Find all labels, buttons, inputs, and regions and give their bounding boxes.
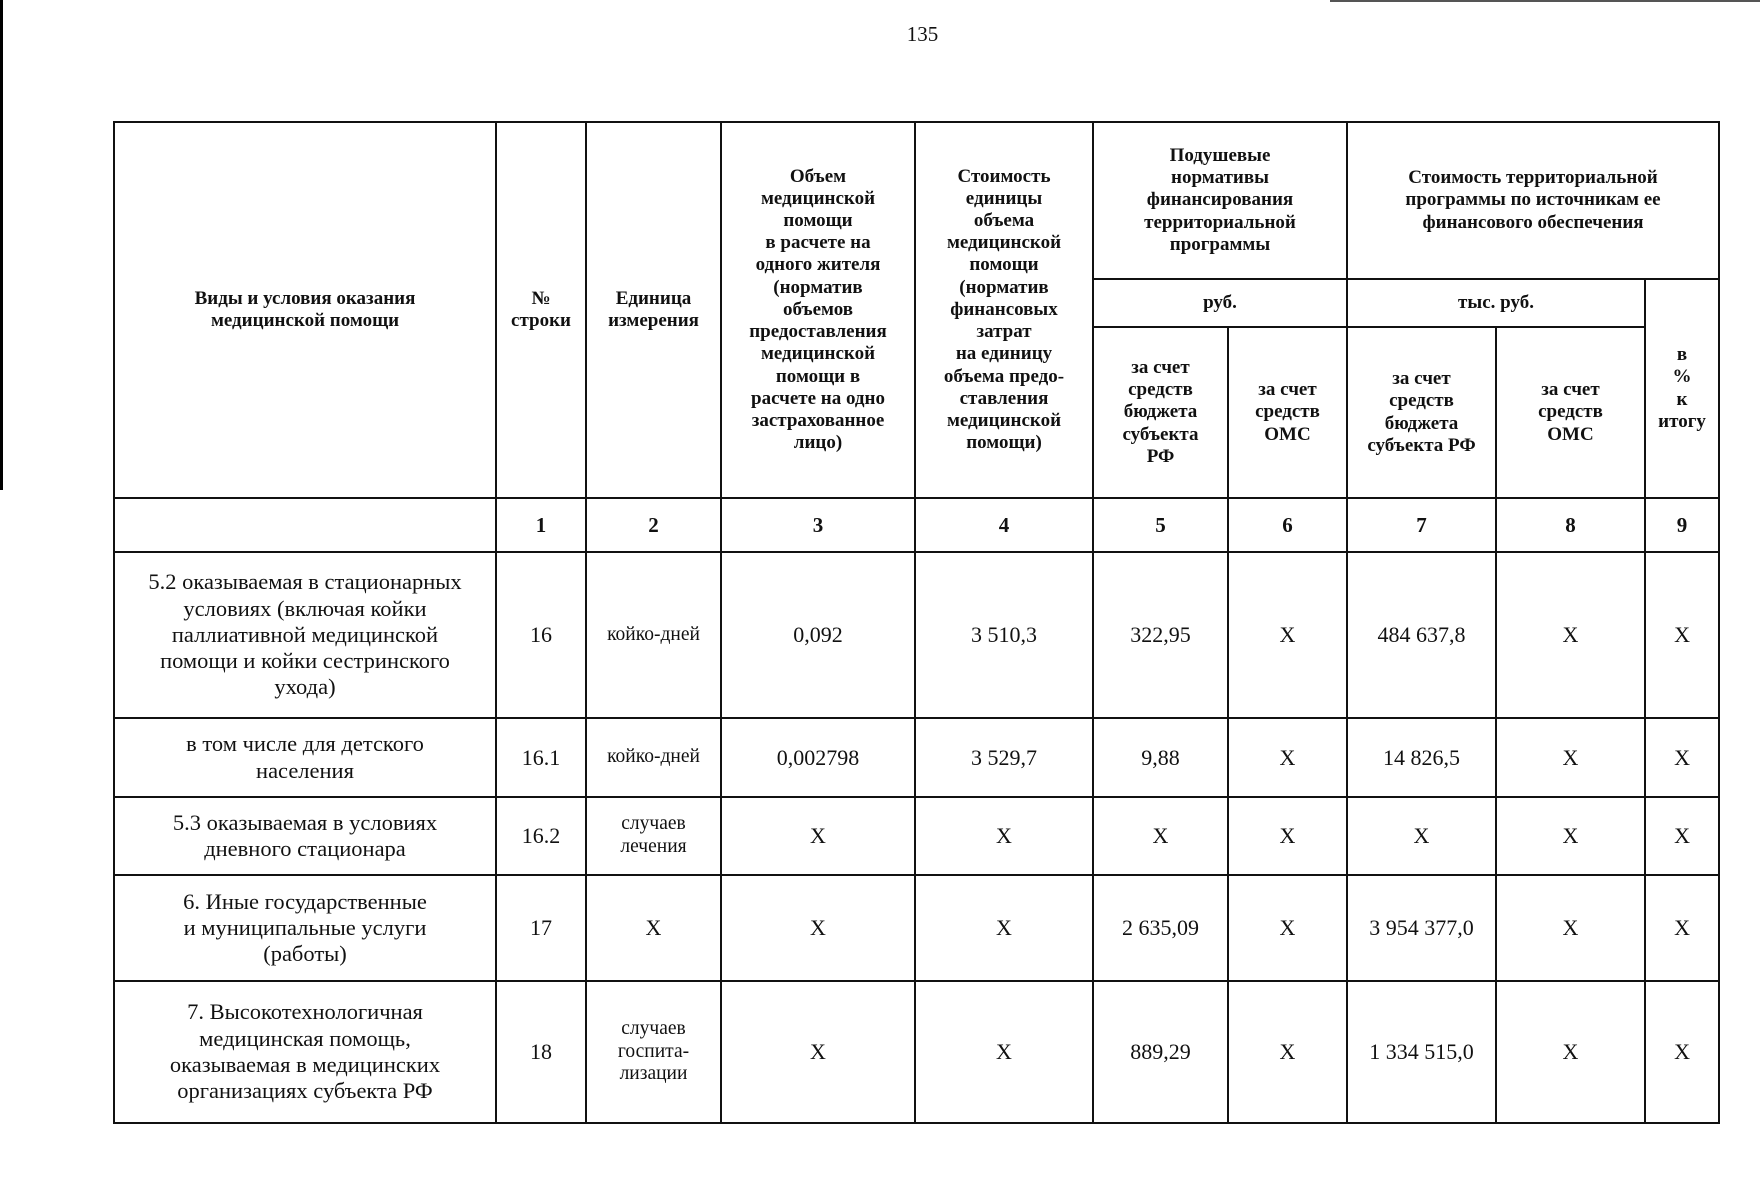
- header-text-line: помощи в: [775, 365, 861, 387]
- header-text-line: субъекта РФ: [1367, 434, 1476, 456]
- header-text-line: в: [1676, 344, 1688, 366]
- header-text-line: затрат: [976, 321, 1032, 343]
- header-text-line: (норматив: [959, 276, 1049, 298]
- row-label-line: дневного стационара: [204, 836, 406, 861]
- percent-cell: Х: [1645, 552, 1719, 718]
- header-text-line: на единицу: [955, 343, 1053, 365]
- header-types-of-care: [114, 122, 496, 498]
- header-text-line: одного жителя: [755, 254, 881, 276]
- column-number-cell: 8: [1496, 498, 1645, 552]
- row-label-line: медицинская помощь,: [199, 1025, 411, 1051]
- unit-line: лечения: [620, 836, 687, 857]
- financing-table: [113, 121, 1720, 1124]
- row-label: [114, 797, 496, 875]
- column-number-cell: 6: [1228, 498, 1347, 552]
- total-budget-cell: 14 826,5: [1347, 718, 1496, 797]
- row-label-line: и муниципальные услуги: [183, 914, 427, 940]
- cost-cell: 3 510,3: [915, 552, 1093, 718]
- row-number-cell: 16.2: [496, 797, 586, 875]
- header-text-line: в расчете на: [765, 232, 871, 254]
- header-program-cost-group: [1347, 122, 1719, 279]
- cost-cell: 3 529,7: [915, 718, 1093, 797]
- total-oms-cell: Х: [1496, 875, 1645, 981]
- header-text-line: за счет: [1131, 356, 1190, 378]
- volume-cell: 0,092: [721, 552, 915, 718]
- header-text-line: РФ: [1146, 445, 1175, 467]
- header-text-line: Виды и условия оказания: [194, 287, 416, 309]
- row-label-line: 5.2 оказываемая в стационарных: [148, 569, 462, 595]
- unit-cell: [586, 797, 721, 875]
- row-label-line: условиях (включая койки: [183, 595, 427, 621]
- header-text-line: ОМС: [1264, 423, 1311, 445]
- percent-cell: Х: [1645, 875, 1719, 981]
- header-text-line: ставления: [959, 387, 1049, 409]
- header-text-line: объема предо-: [943, 365, 1065, 387]
- row-label-line: оказываемая в медицинских: [169, 1052, 441, 1077]
- header-text-line: помощи: [783, 210, 853, 232]
- per-capita-oms-cell: Х: [1228, 552, 1347, 718]
- header-total-oms: [1496, 327, 1645, 498]
- volume-cell: Х: [721, 797, 915, 875]
- header-text-line: медицинской: [946, 232, 1062, 254]
- header-text-line: средств: [1128, 379, 1193, 401]
- total-oms-cell: Х: [1496, 797, 1645, 875]
- table-row: [114, 981, 1719, 1123]
- scan-top-mark: [1330, 0, 1760, 2]
- row-number-cell: 16.1: [496, 718, 586, 797]
- volume-cell: Х: [721, 981, 915, 1123]
- cost-cell: Х: [915, 875, 1093, 981]
- column-number-cell: 2: [586, 498, 721, 552]
- header-per-capita-oms: [1228, 327, 1347, 498]
- column-number-cell: 1: [496, 498, 586, 552]
- header-text-line: медицинской: [760, 187, 876, 209]
- header-text-line: медицинской: [760, 343, 876, 365]
- header-unit: [586, 122, 721, 498]
- header-text-line: субъекта: [1122, 423, 1199, 445]
- per-capita-oms-cell: Х: [1228, 875, 1347, 981]
- total-budget-cell: 484 637,8: [1347, 552, 1496, 718]
- header-text-line: итогу: [1658, 410, 1706, 432]
- column-number-cell: 3: [721, 498, 915, 552]
- header-text-line: предоставления: [749, 321, 887, 343]
- header-text-line: бюджета: [1384, 412, 1459, 434]
- table-row: [114, 797, 1719, 875]
- unit-cell: [586, 552, 721, 718]
- header-percent: [1645, 279, 1719, 498]
- total-oms-cell: Х: [1496, 552, 1645, 718]
- row-label: [114, 552, 496, 718]
- percent-cell: Х: [1645, 797, 1719, 875]
- per-capita-budget-cell: 889,29: [1093, 981, 1228, 1123]
- header-text-line: %: [1672, 366, 1692, 388]
- header-text-line: Стоимость территориальной: [1408, 167, 1658, 189]
- header-text-line: №: [531, 287, 551, 309]
- header-text-line: средств: [1538, 401, 1603, 423]
- per-capita-budget-cell: 9,88: [1093, 718, 1228, 797]
- header-text-line: нормативы: [1171, 167, 1269, 189]
- header-text-line: финансирования: [1146, 189, 1294, 211]
- total-budget-cell: 1 334 515,0: [1347, 981, 1496, 1123]
- page-number: 135: [906, 22, 939, 46]
- scan-edge-mark: [0, 0, 3, 490]
- header-text-line: (норматив: [773, 276, 863, 298]
- header-text-line: помощи): [966, 432, 1042, 454]
- header-text-line: территориальной: [1144, 211, 1296, 233]
- volume-cell: Х: [721, 875, 915, 981]
- header-text-line: финансовых: [950, 298, 1058, 320]
- header-per-capita-budget: [1093, 327, 1228, 498]
- row-label-line: населения: [256, 757, 354, 783]
- unit-cell: [586, 718, 721, 797]
- per-capita-budget-cell: 322,95: [1093, 552, 1228, 718]
- row-label-line: (работы): [263, 941, 347, 967]
- header-text-line: за счет: [1392, 368, 1451, 390]
- header-text-line: единицы: [965, 187, 1043, 209]
- row-label: [114, 718, 496, 797]
- row-label: [114, 981, 496, 1123]
- header-text-line: строки: [511, 310, 571, 331]
- column-number-cell: [114, 498, 496, 552]
- header-unit-cost: [915, 122, 1093, 498]
- unit-line: случаев: [621, 1017, 686, 1039]
- header-text-line: финансового обеспечения: [1422, 211, 1644, 233]
- unit-line: койко-дней: [607, 623, 700, 645]
- header-text-line: объемов: [782, 298, 854, 320]
- header-text-line: программы: [1169, 233, 1271, 255]
- row-label-line: паллиативной медицинской: [171, 621, 439, 647]
- header-total-budget: [1347, 327, 1496, 498]
- table-row: [114, 552, 1719, 718]
- header-text-line: Стоимость: [957, 165, 1051, 187]
- row-label-line: 7. Высокотехнологичная: [187, 999, 423, 1025]
- header-text-line: бюджета: [1123, 401, 1198, 423]
- per-capita-budget-cell: Х: [1093, 797, 1228, 875]
- column-number-cell: 4: [915, 498, 1093, 552]
- per-capita-budget-cell: 2 635,09: [1093, 875, 1228, 981]
- per-capita-oms-cell: Х: [1228, 797, 1347, 875]
- header-text-line: медицинской: [946, 409, 1062, 431]
- volume-cell: 0,002798: [721, 718, 915, 797]
- unit-line: лизации: [619, 1063, 688, 1085]
- column-number-row: [114, 498, 1719, 552]
- header-text-line: помощи: [969, 254, 1039, 276]
- header-text-line: программы по источникам ее: [1405, 189, 1661, 211]
- total-oms-cell: Х: [1496, 718, 1645, 797]
- header-unit-rub: руб.: [1093, 279, 1347, 327]
- table-row: [114, 718, 1719, 797]
- table-row: [114, 875, 1719, 981]
- header-volume: [721, 122, 915, 498]
- row-number-cell: 16: [496, 552, 586, 718]
- row-label: [114, 875, 496, 981]
- header-text-line: медицинской помощи: [210, 310, 400, 331]
- column-number-cell: 9: [1645, 498, 1719, 552]
- header-text-line: Объем: [789, 165, 847, 187]
- header-text-line: ОМС: [1547, 423, 1594, 445]
- header-row-number: [496, 122, 586, 498]
- unit-cell: [586, 981, 721, 1123]
- header-text-line: Подушевые: [1169, 144, 1271, 166]
- total-budget-cell: 3 954 377,0: [1347, 875, 1496, 981]
- column-number-cell: 5: [1093, 498, 1228, 552]
- cost-cell: Х: [915, 981, 1093, 1123]
- total-budget-cell: Х: [1347, 797, 1496, 875]
- header-text-line: средств: [1255, 401, 1320, 423]
- cost-cell: Х: [915, 797, 1093, 875]
- unit-line: госпита-: [617, 1040, 690, 1062]
- per-capita-oms-cell: Х: [1228, 718, 1347, 797]
- row-label-line: в том числе для детского: [186, 731, 424, 757]
- header-text-line: лицо): [793, 432, 843, 454]
- percent-cell: Х: [1645, 718, 1719, 797]
- row-label-line: 5.3 оказываемая в условиях: [172, 809, 438, 835]
- column-number-cell: 7: [1347, 498, 1496, 552]
- header-text-line: измерения: [608, 310, 699, 331]
- row-number-cell: 18: [496, 981, 586, 1123]
- header-text-line: расчете на одно: [751, 387, 885, 409]
- header-text-line: средств: [1389, 390, 1454, 412]
- unit-cell: Х: [586, 875, 721, 981]
- total-oms-cell: Х: [1496, 981, 1645, 1123]
- row-label-line: организациях субъекта РФ: [177, 1078, 433, 1104]
- header-text-line: Единица: [615, 287, 692, 309]
- header-text-line: за счет: [1541, 379, 1600, 401]
- header-text-line: застрахованное: [751, 409, 885, 431]
- header-per-capita-group: [1093, 122, 1347, 279]
- row-label-line: 6. Иные государственные: [183, 888, 427, 914]
- row-number-cell: 17: [496, 875, 586, 981]
- row-label-line: помощи и койки сестринского: [160, 648, 450, 674]
- header-text-line: к: [1676, 388, 1688, 410]
- header-unit-thous-rub: тыс. руб.: [1347, 279, 1645, 327]
- unit-line: койко-дней: [607, 746, 700, 768]
- row-label-line: ухода): [274, 674, 336, 700]
- header-text-line: объема: [973, 210, 1035, 232]
- per-capita-oms-cell: Х: [1228, 981, 1347, 1123]
- header-text-line: за счет: [1258, 379, 1317, 401]
- percent-cell: Х: [1645, 981, 1719, 1123]
- unit-line: случаев: [621, 813, 686, 835]
